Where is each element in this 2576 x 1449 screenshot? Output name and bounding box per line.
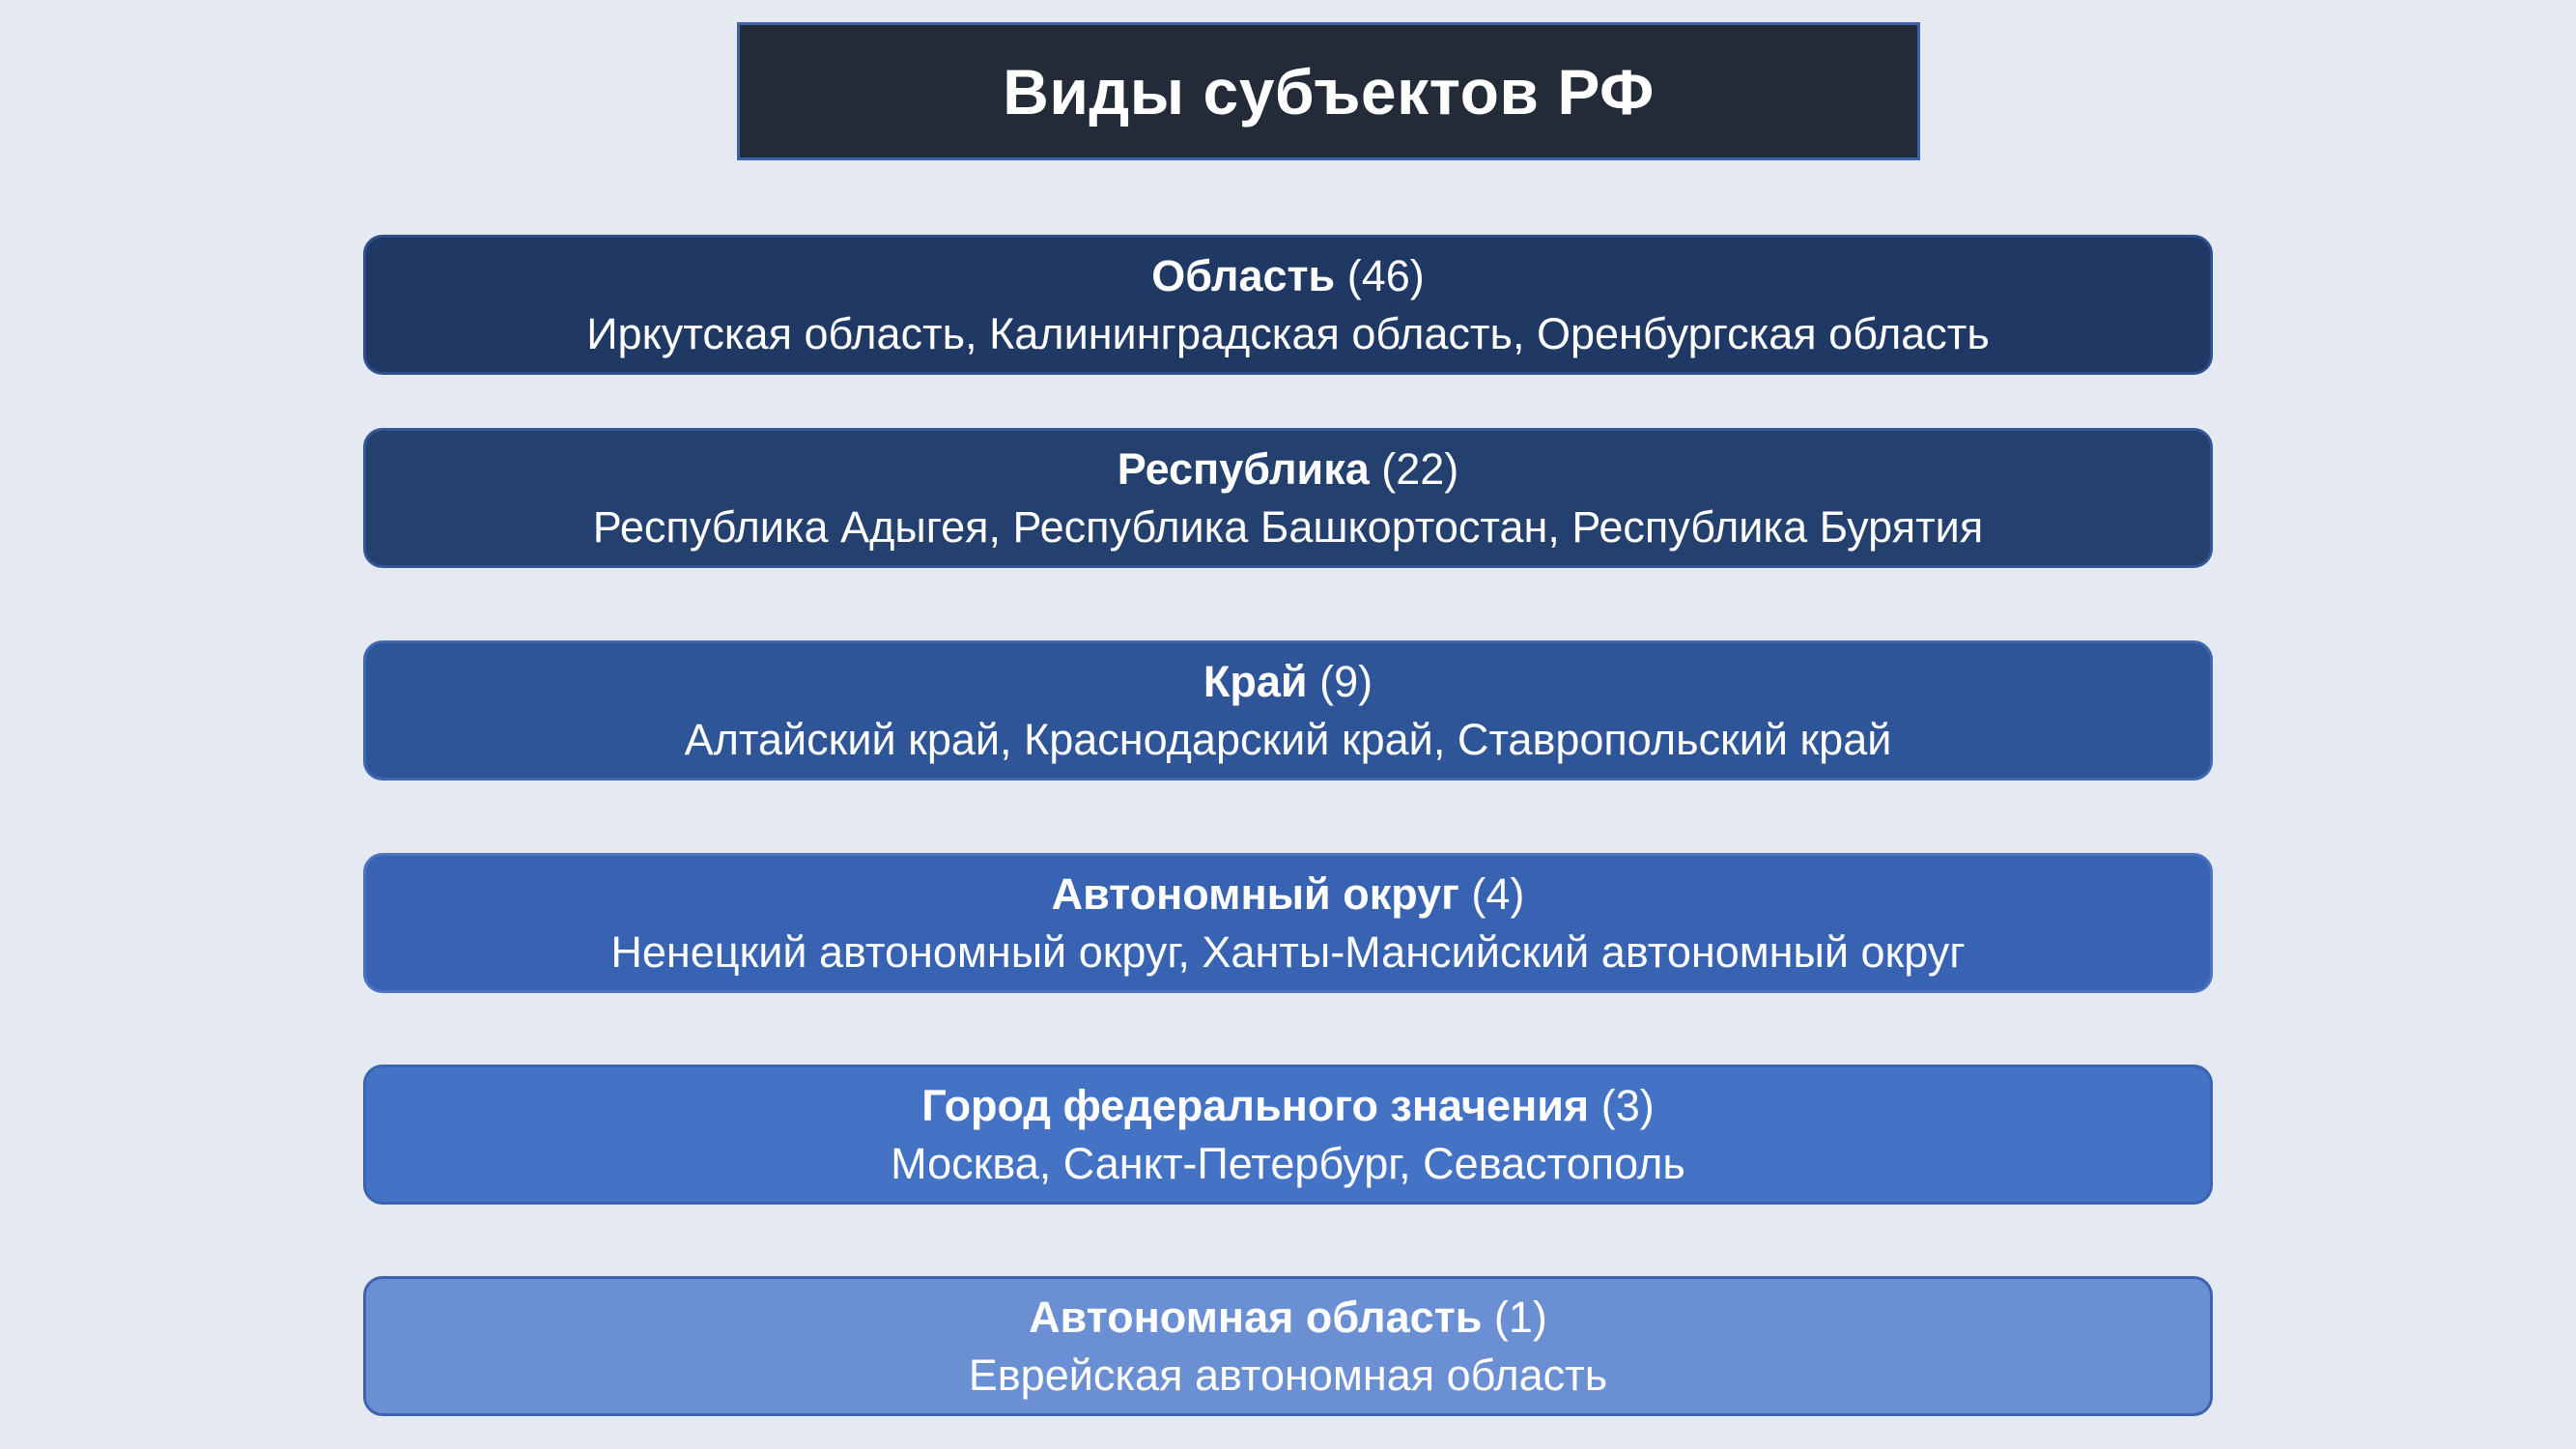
category-count: (3) (1600, 1080, 1655, 1130)
category-count: (46) (1346, 250, 1425, 300)
category-card-respublika (363, 428, 2213, 568)
category-examples: Москва, Санкт-Петербург, Севастополь (891, 1138, 1685, 1188)
category-name: Автономный округ (1051, 868, 1459, 919)
category-examples: Еврейская автономная область (968, 1350, 1608, 1400)
category-card-krai (363, 640, 2213, 781)
category-card-avtonomnaya-oblast (363, 1276, 2213, 1416)
category-card-gorod-federalnogo-znacheniya (363, 1065, 2213, 1205)
category-heading (921, 1077, 1654, 1135)
category-card-oblast (363, 235, 2213, 375)
category-count: (4) (1471, 868, 1525, 919)
category-heading (1052, 866, 1525, 923)
category-count: (1) (1493, 1292, 1547, 1342)
category-name: Город федерального значения (921, 1080, 1590, 1130)
category-heading (1118, 440, 1459, 498)
category-heading (1029, 1289, 1547, 1347)
category-name: Республика (1117, 443, 1370, 494)
category-name: Область (1151, 250, 1336, 300)
title-box (737, 22, 1920, 160)
category-examples: Республика Адыгея, Республика Башкортостан, Республика Бурятия (592, 501, 1984, 552)
category-examples: Ненецкий автономный округ, Ханты-Мансийский автономный округ (610, 926, 1966, 977)
category-heading (1151, 247, 1425, 305)
category-card-avtonomny-okrug (363, 853, 2213, 993)
category-count: (22) (1381, 443, 1459, 494)
diagram-title: Виды субъектов РФ (1003, 55, 1655, 128)
category-examples: Алтайский край, Краснодарский край, Ставропольский край (684, 714, 1892, 764)
category-name: Автономная область (1029, 1292, 1483, 1342)
category-examples: Иркутская область, Калининградская область, Оренбургская область (586, 308, 1990, 358)
category-count: (9) (1319, 656, 1373, 706)
category-name: Край (1203, 656, 1308, 706)
category-heading (1203, 653, 1373, 711)
